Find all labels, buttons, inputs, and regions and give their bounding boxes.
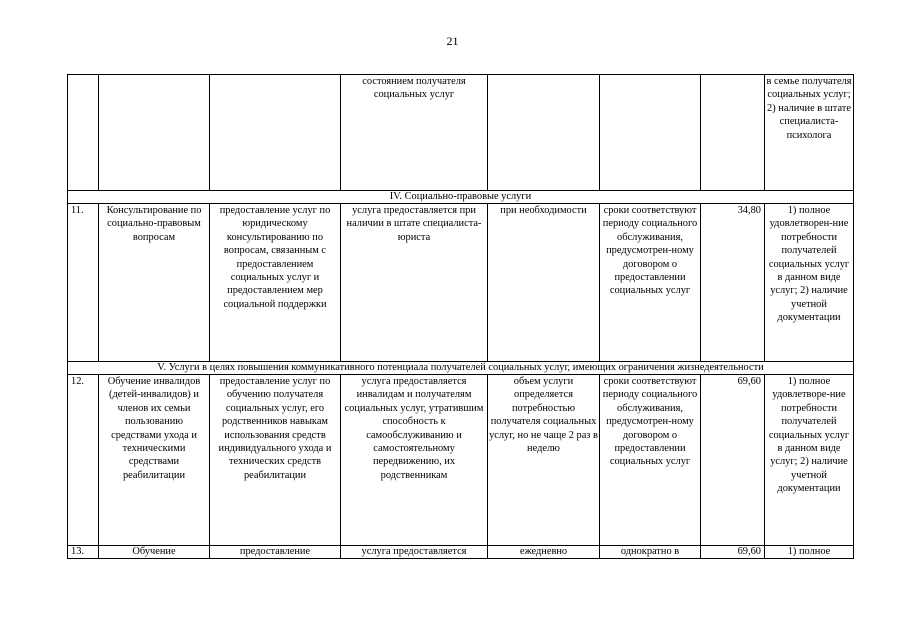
cell-condition: состоянием получателя социальных услуг — [341, 75, 488, 191]
cell-terms: однократно в — [600, 546, 701, 559]
section-heading-v: V. Услуги в целях повышения коммуникативного потенциала получателей социальных услуг, имеющих ограничения жизнедеятельности — [68, 362, 854, 375]
cell-description — [210, 75, 341, 191]
cell-num: 12. — [68, 375, 99, 546]
cell-condition: услуга предоставляется при наличии в штате специалиста-юриста — [341, 204, 488, 362]
cell-num — [68, 75, 99, 191]
table-row — [68, 546, 854, 559]
cell-terms — [600, 75, 701, 191]
table-row — [68, 375, 854, 546]
cell-criteria: 1) полное удовлетворе-ние потребности получателей социальных услуг в данном виде услуг; 2) наличие учетной документации — [765, 375, 854, 546]
cell-criteria: 1) полное удовлетворен-ние потребности получателей социальных услуг в данном виде услуг; 2) наличие учетной документации — [765, 204, 854, 362]
page-number: 21 — [446, 34, 459, 48]
section-row — [68, 191, 854, 204]
cell-terms: сроки соответствуют периоду социального обслуживания, предусмотрен-ному договором о предоставлении социальных услуг — [600, 375, 701, 546]
cell-price — [701, 75, 765, 191]
services-table — [67, 74, 854, 559]
section-row — [68, 362, 854, 375]
table-row — [68, 204, 854, 362]
section-heading-iv: IV. Социально-правовые услуги — [68, 191, 854, 204]
cell-description: предоставление услуг по обучению получателя социальных услуг, его родственников навыкам использования средств индивидуального ухода и технических средств реабилитации — [210, 375, 341, 546]
cell-description: предоставление — [210, 546, 341, 559]
cell-name — [99, 75, 210, 191]
cell-criteria: 1) полное — [765, 546, 854, 559]
cell-name: Обучение инвалидов (детей-инвалидов) и членов их семьи пользованию средствами ухода и техническими средствами реабилитации — [99, 375, 210, 546]
cell-num: 11. — [68, 204, 99, 362]
cell-price: 69,60 — [701, 375, 765, 546]
cell-name: Консультирование по социально-правовым вопросам — [99, 204, 210, 362]
cell-condition: услуга предоставляется — [341, 546, 488, 559]
cell-criteria: в семье получателя социальных услуг; 2) наличие в штате специалиста-психолога — [765, 75, 854, 191]
cell-price: 34,80 — [701, 204, 765, 362]
cell-volume: при необходимости — [488, 204, 600, 362]
cell-condition: услуга предоставляется инвалидам и получателям социальных услуг, утратившим способность к самообслуживанию и самостоятельному передвижению, их родственникам — [341, 375, 488, 546]
cell-volume — [488, 75, 600, 191]
cell-price: 69,60 — [701, 546, 765, 559]
cell-volume: объем услуги определяется потребностью получателя социальных услуг, но не чаще 2 раз в неделю — [488, 375, 600, 546]
cell-terms: сроки соответствуют периоду социального обслуживания, предусмотрен-ному договором о предоставлении социальных услуг — [600, 204, 701, 362]
table-row — [68, 75, 854, 191]
cell-num: 13. — [68, 546, 99, 559]
cell-volume: ежедневно — [488, 546, 600, 559]
cell-description: предоставление услуг по юридическому консультированию по вопросам, связанным с предоставлением социальных услуг и предоставлением мер социальной поддержки — [210, 204, 341, 362]
cell-name: Обучение — [99, 546, 210, 559]
